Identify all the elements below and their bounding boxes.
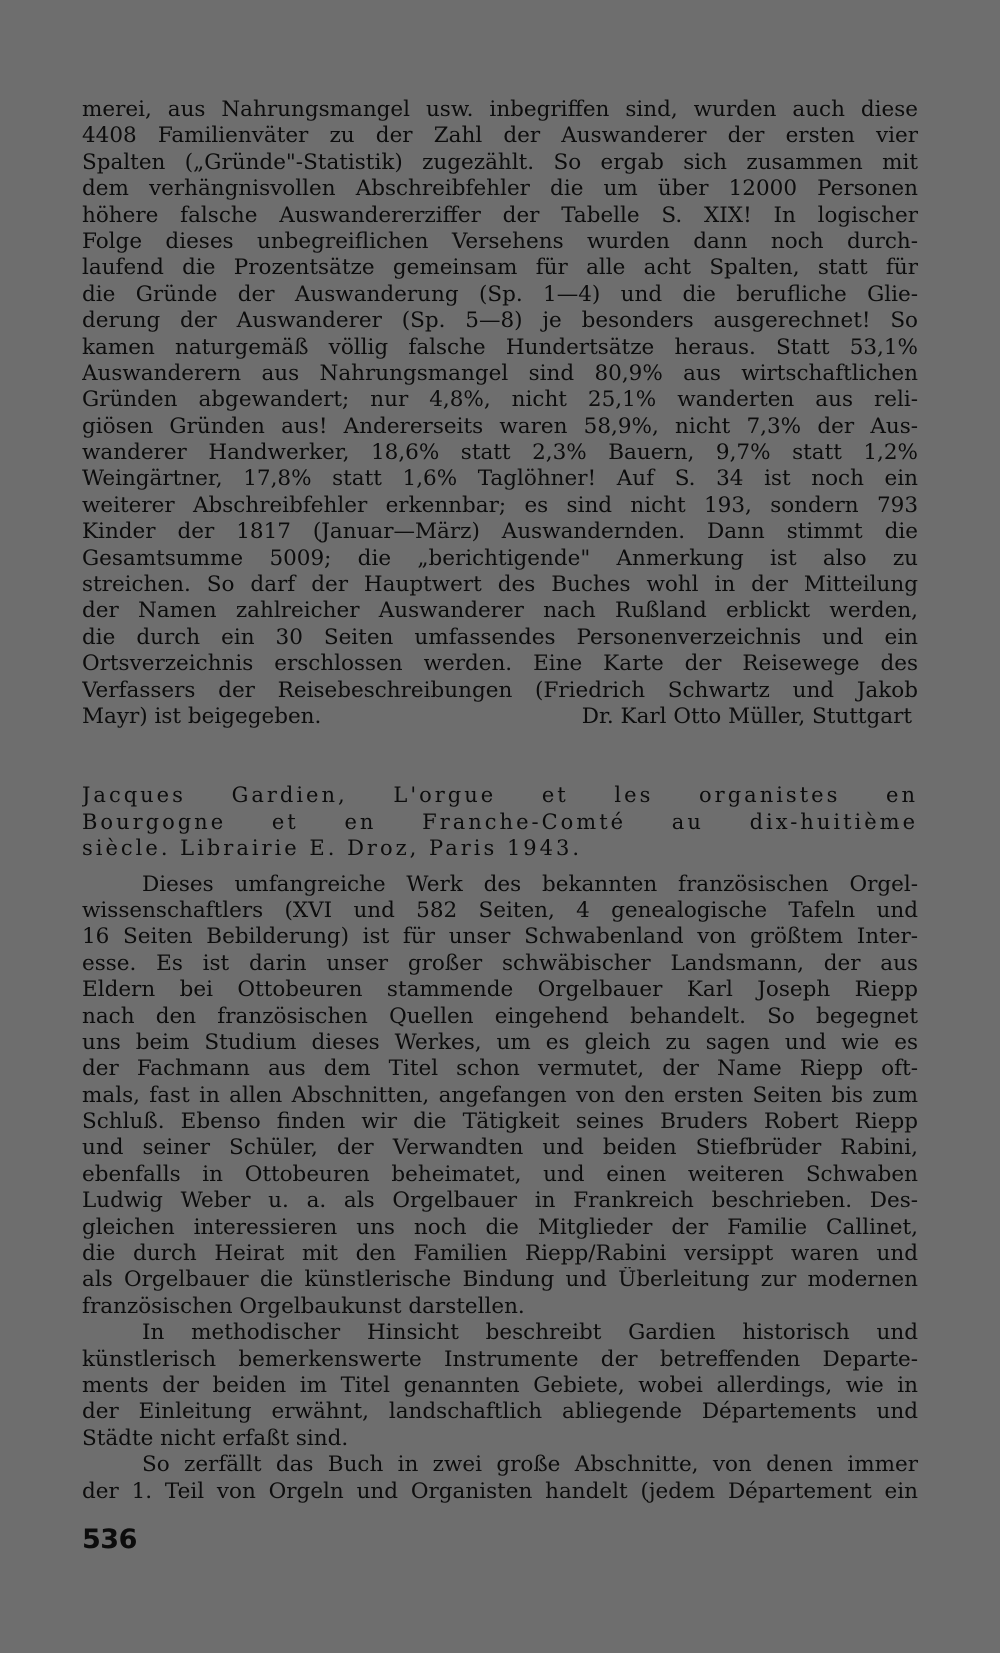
text-line: wissenschaftlers (XVI und 582 Seiten, 4 genealogische Tafeln und: [82, 897, 918, 923]
text-line: Verfassers der Reisebeschreibungen (Friedrich Schwartz und Jakob: [82, 677, 918, 703]
paragraph-first-line: Dieses umfangreiche Werk des bekannten französischen Orgel-: [142, 871, 918, 897]
text-line: merei, aus Nahrungsmangel usw. inbegriffen sind, wurden auch diese: [82, 97, 918, 122]
page-text: [82, 97, 918, 1505]
paragraph-last-line: französischen Orgelbaukunst darstellen.: [82, 1293, 525, 1319]
text-line: ments der beiden im Titel genannten Gebiete, wobei allerdings, wie in: [82, 1372, 918, 1398]
text-line: laufend die Prozentsätze gemeinsam für alle acht Spalten, statt für: [82, 255, 918, 281]
text-line: Ludwig Weber u. a. als Orgelbauer in Frankreich beschrieben. Des-: [82, 1188, 918, 1214]
paragraph-last-line: Städte nicht erfaßt sind.: [82, 1425, 349, 1451]
text-line: derung der Auswanderer (Sp. 5—8) je besonders ausgerechnet! So: [82, 308, 918, 334]
paragraph-first-line: In methodischer Hinsicht beschreibt Gardien historisch und: [142, 1320, 918, 1346]
text-line: Ortsverzeichnis erschlossen werden. Eine Karte der Reisewege des: [82, 651, 918, 677]
review-continued: [82, 97, 918, 704]
text-line: streichen. So darf der Hauptwert des Buches wohl in der Mitteilung: [82, 572, 918, 598]
text-line: Spalten („Gründe"-Statistik) zugezählt. So ergab sich zusammen mit: [82, 149, 918, 175]
text-line: mals, fast in allen Abschnitten, angefangen von den ersten Seiten bis zum: [82, 1082, 918, 1108]
paragraph: [82, 1479, 918, 1505]
review-closing-line: [82, 704, 918, 730]
page-number: 536: [82, 1524, 137, 1555]
paragraph-first-line: So zerfällt das Buch in zwei große Abschnitte, von denen immer: [142, 1452, 918, 1478]
text-line: Kinder der 1817 (Januar—März) Auswandernden. Dann stimmt die: [82, 519, 918, 545]
text-line: als Orgelbauer die künstlerische Bindung und Überleitung zur modernen: [82, 1267, 918, 1293]
book-citation-line: siècle. Librairie E. Droz, Paris 1943.: [82, 836, 583, 861]
text-line: kamen naturgemäß völlig falsche Hundertsätze heraus. Statt 53,1%: [82, 334, 918, 360]
text-line: gleichen interessieren uns noch die Mitglieder der Familie Callinet,: [82, 1214, 918, 1240]
text-line: der 1. Teil von Orgeln und Organisten handelt (jedem Département ein: [82, 1478, 918, 1504]
text-line: esse. Es ist darin unser großer schwäbischer Landsmann, der aus: [82, 950, 918, 976]
text-line: nach den französischen Quellen eingehend behandelt. So begegnet: [82, 1003, 918, 1029]
text-line: die Gründe der Auswanderung (Sp. 1—4) und die berufliche Glie-: [82, 281, 918, 307]
text-line: die durch ein 30 Seiten umfassendes Personenverzeichnis und ein: [82, 624, 918, 650]
paragraph: [82, 1347, 918, 1426]
text-line: Gründen abgewandert; nur 4,8%, nicht 25,1% wanderten aus reli-: [82, 387, 918, 413]
text-line: Eldern bei Ottobeuren stammende Orgelbauer Karl Joseph Riepp: [82, 977, 918, 1003]
text-line: giösen Gründen aus! Andererseits waren 58,9%, nicht 7,3% der Aus-: [82, 413, 918, 439]
text-line: der Namen zahlreicher Auswanderer nach Rußland erblickt werden,: [82, 598, 918, 624]
book-citation-line: Bourgogne et en Franche-Comté au dix-huitième: [82, 809, 918, 834]
book-citation: [82, 782, 918, 835]
text-line: wanderer Handwerker, 18,6% statt 2,3% Bauern, 9,7% statt 1,2%: [82, 440, 918, 466]
text-line: höhere falsche Auswandererziffer der Tabelle S. XIX! In logischer: [82, 202, 918, 228]
book-citation-line: Jacques Gardien, L'orgue et les organistes en: [82, 783, 918, 808]
text-line: Weingärtner, 17,8% statt 1,6% Taglöhner! Auf S. 34 ist noch ein: [82, 466, 918, 492]
text-line: 16 Seiten Bebilderung) ist für unser Schwabenland von größtem Inter-: [82, 924, 918, 950]
paragraph: [82, 898, 918, 1294]
text-line: ebenfalls in Ottobeuren beheimatet, und einen weiteren Schwaben: [82, 1161, 918, 1187]
text-line: und seiner Schüler, der Verwandten und beiden Stiefbrüder Rabini,: [82, 1135, 918, 1161]
text-line: dem verhängnisvollen Abschreibfehler die um über 12000 Personen: [82, 176, 918, 202]
text-line: Schluß. Ebenso finden wir die Tätigkeit seines Bruders Robert Riepp: [82, 1109, 918, 1135]
closing-text: Mayr) ist beigegeben.: [82, 703, 322, 729]
reviewer-signature: Dr. Karl Otto Müller, Stuttgart: [581, 703, 912, 729]
text-line: künstlerisch bemerkenswerte Instrumente der betreffenden Departe-: [82, 1346, 918, 1372]
text-line: weiterer Abschreibfehler erkennbar; es sind nicht 193, sondern 793: [82, 492, 918, 518]
text-line: Auswanderern aus Nahrungsmangel sind 80,9% aus wirtschaftlichen: [82, 360, 918, 386]
text-line: uns beim Studium dieses Werkes, um es gleich zu sagen und wie es: [82, 1029, 918, 1055]
text-line: Gesamtsumme 5009; die „berichtigende" Anmerkung ist also zu: [82, 545, 918, 571]
text-line: der Einleitung erwähnt, landschaftlich abliegende Départements und: [82, 1399, 918, 1425]
text-line: die durch Heirat mit den Familien Riepp/Rabini versippt waren und: [82, 1241, 918, 1267]
text-line: Folge dieses unbegreiflichen Versehens wurden dann noch durch-: [82, 228, 918, 254]
text-line: 4408 Familienväter zu der Zahl der Auswanderer der ersten vier: [82, 123, 918, 149]
text-line: der Fachmann aus dem Titel schon vermutet, der Name Riepp oft-: [82, 1056, 918, 1082]
